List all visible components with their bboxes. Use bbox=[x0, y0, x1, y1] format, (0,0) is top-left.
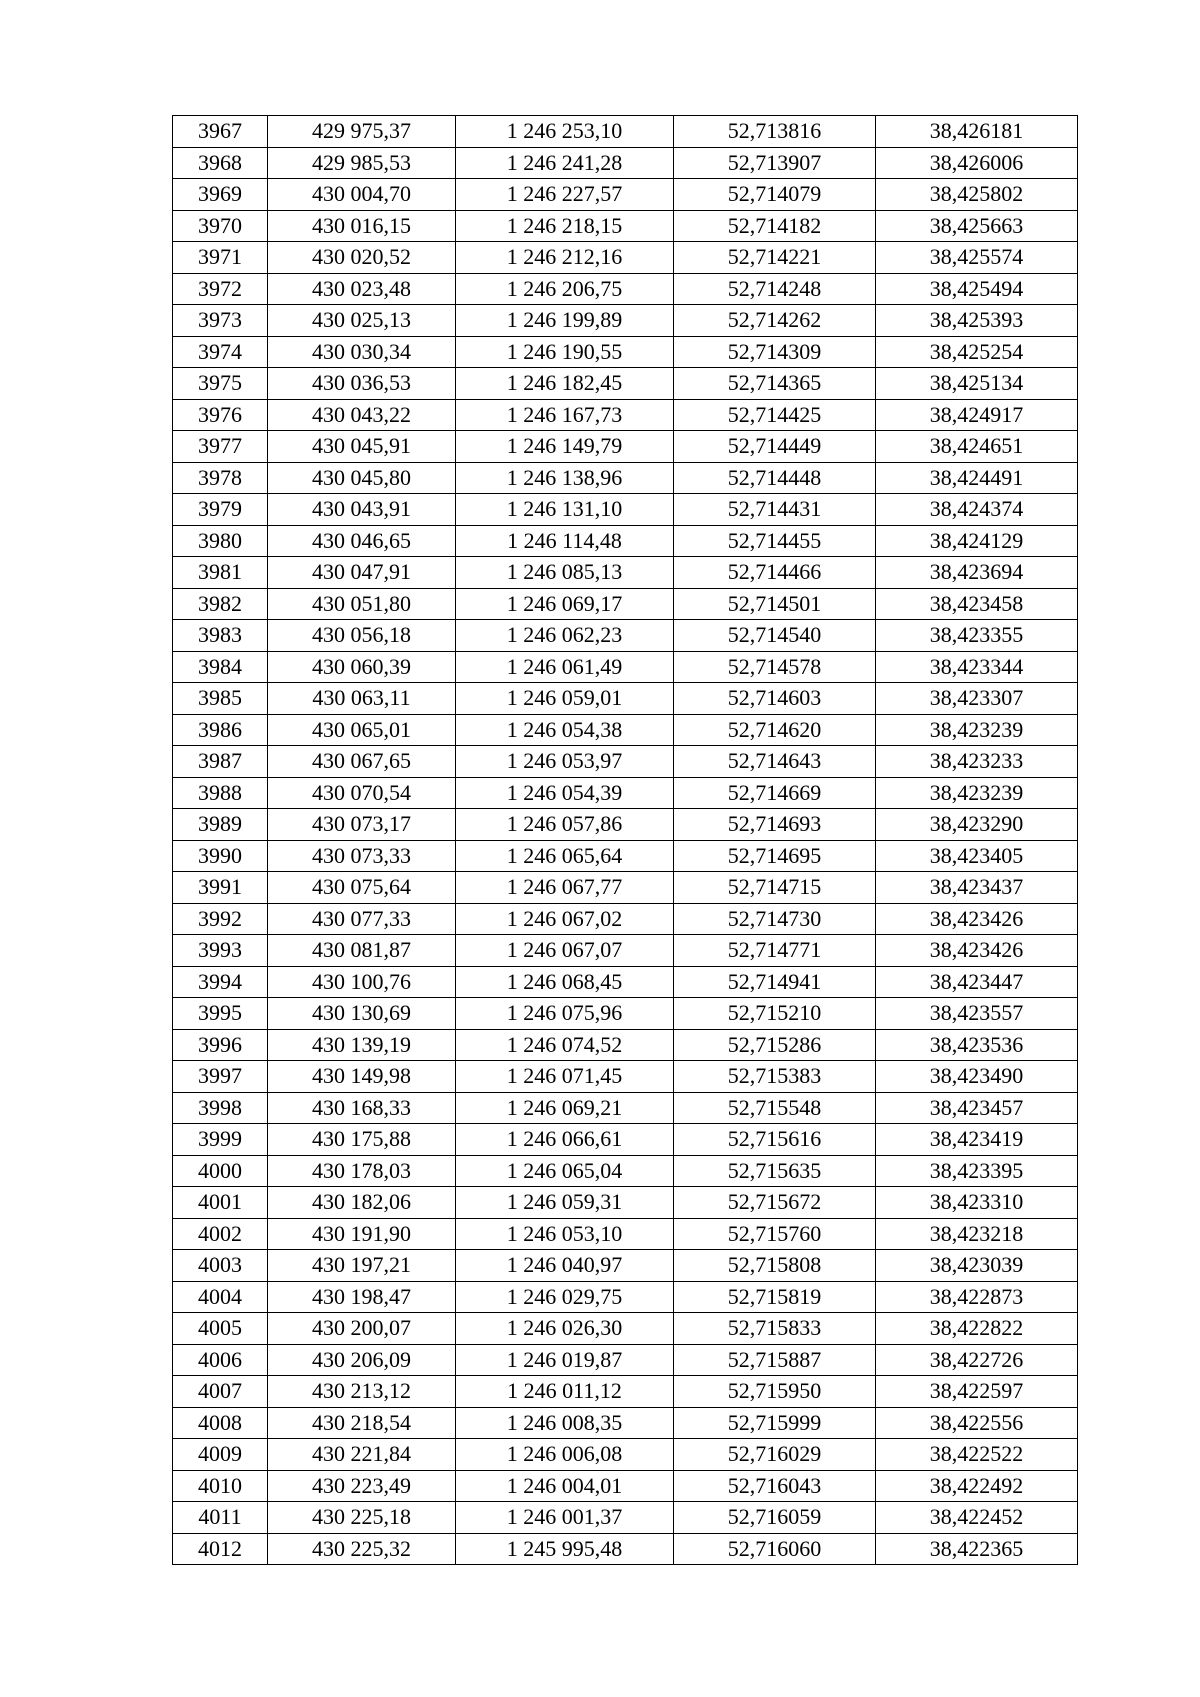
y-coordinate-cell: 1 245 995,48 bbox=[456, 1533, 674, 1565]
table-row bbox=[173, 1218, 1078, 1250]
latitude-cell: 52,713816 bbox=[674, 116, 876, 148]
table-row bbox=[173, 305, 1078, 337]
point-number-cell: 3996 bbox=[173, 1029, 268, 1061]
x-coordinate-cell: 430 046,65 bbox=[268, 525, 456, 557]
point-number-cell: 4008 bbox=[173, 1407, 268, 1439]
longitude-cell: 38,422452 bbox=[876, 1502, 1078, 1534]
latitude-cell: 52,714715 bbox=[674, 872, 876, 904]
point-number-cell: 3968 bbox=[173, 147, 268, 179]
x-coordinate-cell: 430 051,80 bbox=[268, 588, 456, 620]
latitude-cell: 52,714643 bbox=[674, 746, 876, 778]
latitude-cell: 52,716043 bbox=[674, 1470, 876, 1502]
y-coordinate-cell: 1 246 071,45 bbox=[456, 1061, 674, 1093]
longitude-cell: 38,423457 bbox=[876, 1092, 1078, 1124]
longitude-cell: 38,422556 bbox=[876, 1407, 1078, 1439]
longitude-cell: 38,423239 bbox=[876, 714, 1078, 746]
latitude-cell: 52,715819 bbox=[674, 1281, 876, 1313]
latitude-cell: 52,715672 bbox=[674, 1187, 876, 1219]
longitude-cell: 38,424651 bbox=[876, 431, 1078, 463]
latitude-cell: 52,714449 bbox=[674, 431, 876, 463]
latitude-cell: 52,714578 bbox=[674, 651, 876, 683]
point-number-cell: 3969 bbox=[173, 179, 268, 211]
y-coordinate-cell: 1 246 065,64 bbox=[456, 840, 674, 872]
latitude-cell: 52,714079 bbox=[674, 179, 876, 211]
y-coordinate-cell: 1 246 131,10 bbox=[456, 494, 674, 526]
latitude-cell: 52,715950 bbox=[674, 1376, 876, 1408]
latitude-cell: 52,714501 bbox=[674, 588, 876, 620]
table-row bbox=[173, 242, 1078, 274]
longitude-cell: 38,425494 bbox=[876, 273, 1078, 305]
latitude-cell: 52,716029 bbox=[674, 1439, 876, 1471]
point-number-cell: 3977 bbox=[173, 431, 268, 463]
table-row bbox=[173, 557, 1078, 589]
table-row bbox=[173, 903, 1078, 935]
y-coordinate-cell: 1 246 206,75 bbox=[456, 273, 674, 305]
x-coordinate-cell: 430 225,32 bbox=[268, 1533, 456, 1565]
table-row bbox=[173, 1502, 1078, 1534]
point-number-cell: 4009 bbox=[173, 1439, 268, 1471]
longitude-cell: 38,423447 bbox=[876, 966, 1078, 998]
point-number-cell: 4006 bbox=[173, 1344, 268, 1376]
x-coordinate-cell: 430 016,15 bbox=[268, 210, 456, 242]
latitude-cell: 52,714466 bbox=[674, 557, 876, 589]
point-number-cell: 3982 bbox=[173, 588, 268, 620]
longitude-cell: 38,423218 bbox=[876, 1218, 1078, 1250]
latitude-cell: 52,715286 bbox=[674, 1029, 876, 1061]
longitude-cell: 38,423405 bbox=[876, 840, 1078, 872]
x-coordinate-cell: 430 075,64 bbox=[268, 872, 456, 904]
y-coordinate-cell: 1 246 067,77 bbox=[456, 872, 674, 904]
longitude-cell: 38,422822 bbox=[876, 1313, 1078, 1345]
x-coordinate-cell: 430 178,03 bbox=[268, 1155, 456, 1187]
y-coordinate-cell: 1 246 190,55 bbox=[456, 336, 674, 368]
latitude-cell: 52,714448 bbox=[674, 462, 876, 494]
latitude-cell: 52,714221 bbox=[674, 242, 876, 274]
x-coordinate-cell: 430 043,22 bbox=[268, 399, 456, 431]
x-coordinate-cell: 430 065,01 bbox=[268, 714, 456, 746]
latitude-cell: 52,714365 bbox=[674, 368, 876, 400]
y-coordinate-cell: 1 246 019,87 bbox=[456, 1344, 674, 1376]
latitude-cell: 52,714309 bbox=[674, 336, 876, 368]
table-row bbox=[173, 179, 1078, 211]
table-row bbox=[173, 1155, 1078, 1187]
longitude-cell: 38,424491 bbox=[876, 462, 1078, 494]
point-number-cell: 3972 bbox=[173, 273, 268, 305]
latitude-cell: 52,713907 bbox=[674, 147, 876, 179]
y-coordinate-cell: 1 246 069,21 bbox=[456, 1092, 674, 1124]
point-number-cell: 4001 bbox=[173, 1187, 268, 1219]
y-coordinate-cell: 1 246 053,10 bbox=[456, 1218, 674, 1250]
latitude-cell: 52,714669 bbox=[674, 777, 876, 809]
x-coordinate-cell: 429 975,37 bbox=[268, 116, 456, 148]
point-number-cell: 3989 bbox=[173, 809, 268, 841]
longitude-cell: 38,425254 bbox=[876, 336, 1078, 368]
y-coordinate-cell: 1 246 114,48 bbox=[456, 525, 674, 557]
point-number-cell: 3976 bbox=[173, 399, 268, 431]
point-number-cell: 4004 bbox=[173, 1281, 268, 1313]
longitude-cell: 38,425574 bbox=[876, 242, 1078, 274]
x-coordinate-cell: 430 168,33 bbox=[268, 1092, 456, 1124]
x-coordinate-cell: 430 182,06 bbox=[268, 1187, 456, 1219]
table-row bbox=[173, 1092, 1078, 1124]
table-row bbox=[173, 809, 1078, 841]
x-coordinate-cell: 430 223,49 bbox=[268, 1470, 456, 1502]
x-coordinate-cell: 430 073,17 bbox=[268, 809, 456, 841]
x-coordinate-cell: 430 198,47 bbox=[268, 1281, 456, 1313]
point-number-cell: 4011 bbox=[173, 1502, 268, 1534]
table-row bbox=[173, 494, 1078, 526]
longitude-cell: 38,423694 bbox=[876, 557, 1078, 589]
y-coordinate-cell: 1 246 067,07 bbox=[456, 935, 674, 967]
x-coordinate-cell: 430 045,80 bbox=[268, 462, 456, 494]
table-row bbox=[173, 620, 1078, 652]
x-coordinate-cell: 430 067,65 bbox=[268, 746, 456, 778]
x-coordinate-cell: 430 025,13 bbox=[268, 305, 456, 337]
point-number-cell: 3970 bbox=[173, 210, 268, 242]
x-coordinate-cell: 430 030,34 bbox=[268, 336, 456, 368]
point-number-cell: 3987 bbox=[173, 746, 268, 778]
latitude-cell: 52,715635 bbox=[674, 1155, 876, 1187]
latitude-cell: 52,714771 bbox=[674, 935, 876, 967]
table-row bbox=[173, 1439, 1078, 1471]
x-coordinate-cell: 430 225,18 bbox=[268, 1502, 456, 1534]
table-row bbox=[173, 336, 1078, 368]
longitude-cell: 38,423557 bbox=[876, 998, 1078, 1030]
latitude-cell: 52,715760 bbox=[674, 1218, 876, 1250]
point-number-cell: 3984 bbox=[173, 651, 268, 683]
latitude-cell: 52,714730 bbox=[674, 903, 876, 935]
x-coordinate-cell: 430 100,76 bbox=[268, 966, 456, 998]
longitude-cell: 38,425802 bbox=[876, 179, 1078, 211]
point-number-cell: 3999 bbox=[173, 1124, 268, 1156]
longitude-cell: 38,423437 bbox=[876, 872, 1078, 904]
table-row bbox=[173, 651, 1078, 683]
longitude-cell: 38,423395 bbox=[876, 1155, 1078, 1187]
coordinates-table bbox=[172, 115, 1078, 1565]
point-number-cell: 3974 bbox=[173, 336, 268, 368]
longitude-cell: 38,423290 bbox=[876, 809, 1078, 841]
x-coordinate-cell: 430 020,52 bbox=[268, 242, 456, 274]
y-coordinate-cell: 1 246 218,15 bbox=[456, 210, 674, 242]
latitude-cell: 52,714540 bbox=[674, 620, 876, 652]
latitude-cell: 52,714262 bbox=[674, 305, 876, 337]
longitude-cell: 38,425393 bbox=[876, 305, 1078, 337]
longitude-cell: 38,424374 bbox=[876, 494, 1078, 526]
latitude-cell: 52,714941 bbox=[674, 966, 876, 998]
x-coordinate-cell: 430 043,91 bbox=[268, 494, 456, 526]
y-coordinate-cell: 1 246 061,49 bbox=[456, 651, 674, 683]
latitude-cell: 52,714248 bbox=[674, 273, 876, 305]
longitude-cell: 38,423039 bbox=[876, 1250, 1078, 1282]
y-coordinate-cell: 1 246 182,45 bbox=[456, 368, 674, 400]
longitude-cell: 38,422522 bbox=[876, 1439, 1078, 1471]
x-coordinate-cell: 430 206,09 bbox=[268, 1344, 456, 1376]
longitude-cell: 38,423233 bbox=[876, 746, 1078, 778]
table-row bbox=[173, 273, 1078, 305]
longitude-cell: 38,423536 bbox=[876, 1029, 1078, 1061]
table-row bbox=[173, 210, 1078, 242]
point-number-cell: 3993 bbox=[173, 935, 268, 967]
latitude-cell: 52,716059 bbox=[674, 1502, 876, 1534]
x-coordinate-cell: 430 175,88 bbox=[268, 1124, 456, 1156]
table-row bbox=[173, 840, 1078, 872]
x-coordinate-cell: 430 139,19 bbox=[268, 1029, 456, 1061]
x-coordinate-cell: 430 200,07 bbox=[268, 1313, 456, 1345]
table-row bbox=[173, 1313, 1078, 1345]
longitude-cell: 38,423310 bbox=[876, 1187, 1078, 1219]
longitude-cell: 38,424917 bbox=[876, 399, 1078, 431]
x-coordinate-cell: 430 218,54 bbox=[268, 1407, 456, 1439]
table-row bbox=[173, 998, 1078, 1030]
point-number-cell: 4002 bbox=[173, 1218, 268, 1250]
table-row bbox=[173, 399, 1078, 431]
y-coordinate-cell: 1 246 053,97 bbox=[456, 746, 674, 778]
longitude-cell: 38,425134 bbox=[876, 368, 1078, 400]
latitude-cell: 52,715548 bbox=[674, 1092, 876, 1124]
y-coordinate-cell: 1 246 167,73 bbox=[456, 399, 674, 431]
point-number-cell: 3988 bbox=[173, 777, 268, 809]
latitude-cell: 52,714695 bbox=[674, 840, 876, 872]
y-coordinate-cell: 1 246 212,16 bbox=[456, 242, 674, 274]
x-coordinate-cell: 430 023,48 bbox=[268, 273, 456, 305]
table-row bbox=[173, 1344, 1078, 1376]
y-coordinate-cell: 1 246 059,01 bbox=[456, 683, 674, 715]
x-coordinate-cell: 429 985,53 bbox=[268, 147, 456, 179]
table-row bbox=[173, 1187, 1078, 1219]
y-coordinate-cell: 1 246 199,89 bbox=[456, 305, 674, 337]
point-number-cell: 3992 bbox=[173, 903, 268, 935]
y-coordinate-cell: 1 246 085,13 bbox=[456, 557, 674, 589]
point-number-cell: 3980 bbox=[173, 525, 268, 557]
latitude-cell: 52,715887 bbox=[674, 1344, 876, 1376]
point-number-cell: 3983 bbox=[173, 620, 268, 652]
longitude-cell: 38,423426 bbox=[876, 935, 1078, 967]
y-coordinate-cell: 1 246 062,23 bbox=[456, 620, 674, 652]
point-number-cell: 3979 bbox=[173, 494, 268, 526]
x-coordinate-cell: 430 045,91 bbox=[268, 431, 456, 463]
point-number-cell: 3973 bbox=[173, 305, 268, 337]
table-row bbox=[173, 1470, 1078, 1502]
latitude-cell: 52,714455 bbox=[674, 525, 876, 557]
latitude-cell: 52,715808 bbox=[674, 1250, 876, 1282]
point-number-cell: 3981 bbox=[173, 557, 268, 589]
table-row bbox=[173, 147, 1078, 179]
point-number-cell: 3991 bbox=[173, 872, 268, 904]
longitude-cell: 38,424129 bbox=[876, 525, 1078, 557]
y-coordinate-cell: 1 246 029,75 bbox=[456, 1281, 674, 1313]
x-coordinate-cell: 430 130,69 bbox=[268, 998, 456, 1030]
y-coordinate-cell: 1 246 004,01 bbox=[456, 1470, 674, 1502]
table-row bbox=[173, 1250, 1078, 1282]
x-coordinate-cell: 430 036,53 bbox=[268, 368, 456, 400]
table-row bbox=[173, 1061, 1078, 1093]
point-number-cell: 4005 bbox=[173, 1313, 268, 1345]
table-row bbox=[173, 1281, 1078, 1313]
y-coordinate-cell: 1 246 069,17 bbox=[456, 588, 674, 620]
latitude-cell: 52,714693 bbox=[674, 809, 876, 841]
y-coordinate-cell: 1 246 138,96 bbox=[456, 462, 674, 494]
y-coordinate-cell: 1 246 227,57 bbox=[456, 179, 674, 211]
table-row bbox=[173, 462, 1078, 494]
y-coordinate-cell: 1 246 075,96 bbox=[456, 998, 674, 1030]
y-coordinate-cell: 1 246 074,52 bbox=[456, 1029, 674, 1061]
table-row bbox=[173, 1533, 1078, 1565]
x-coordinate-cell: 430 081,87 bbox=[268, 935, 456, 967]
y-coordinate-cell: 1 246 001,37 bbox=[456, 1502, 674, 1534]
table-row bbox=[173, 777, 1078, 809]
y-coordinate-cell: 1 246 149,79 bbox=[456, 431, 674, 463]
longitude-cell: 38,423307 bbox=[876, 683, 1078, 715]
point-number-cell: 3995 bbox=[173, 998, 268, 1030]
y-coordinate-cell: 1 246 066,61 bbox=[456, 1124, 674, 1156]
longitude-cell: 38,422873 bbox=[876, 1281, 1078, 1313]
table-row bbox=[173, 525, 1078, 557]
x-coordinate-cell: 430 221,84 bbox=[268, 1439, 456, 1471]
table-row bbox=[173, 1407, 1078, 1439]
longitude-cell: 38,423419 bbox=[876, 1124, 1078, 1156]
point-number-cell: 3997 bbox=[173, 1061, 268, 1093]
table-row bbox=[173, 116, 1078, 148]
x-coordinate-cell: 430 070,54 bbox=[268, 777, 456, 809]
table-row bbox=[173, 1029, 1078, 1061]
point-number-cell: 4000 bbox=[173, 1155, 268, 1187]
longitude-cell: 38,423344 bbox=[876, 651, 1078, 683]
latitude-cell: 52,714620 bbox=[674, 714, 876, 746]
table-row bbox=[173, 368, 1078, 400]
x-coordinate-cell: 430 063,11 bbox=[268, 683, 456, 715]
point-number-cell: 3971 bbox=[173, 242, 268, 274]
point-number-cell: 4010 bbox=[173, 1470, 268, 1502]
table-row bbox=[173, 966, 1078, 998]
x-coordinate-cell: 430 197,21 bbox=[268, 1250, 456, 1282]
y-coordinate-cell: 1 246 057,86 bbox=[456, 809, 674, 841]
point-number-cell: 3967 bbox=[173, 116, 268, 148]
x-coordinate-cell: 430 056,18 bbox=[268, 620, 456, 652]
latitude-cell: 52,714182 bbox=[674, 210, 876, 242]
longitude-cell: 38,425663 bbox=[876, 210, 1078, 242]
point-number-cell: 3986 bbox=[173, 714, 268, 746]
point-number-cell: 3985 bbox=[173, 683, 268, 715]
longitude-cell: 38,423239 bbox=[876, 777, 1078, 809]
y-coordinate-cell: 1 246 059,31 bbox=[456, 1187, 674, 1219]
point-number-cell: 3978 bbox=[173, 462, 268, 494]
longitude-cell: 38,422492 bbox=[876, 1470, 1078, 1502]
coordinates-table-body bbox=[173, 116, 1078, 1565]
longitude-cell: 38,426181 bbox=[876, 116, 1078, 148]
latitude-cell: 52,715616 bbox=[674, 1124, 876, 1156]
y-coordinate-cell: 1 246 054,38 bbox=[456, 714, 674, 746]
table-row bbox=[173, 431, 1078, 463]
y-coordinate-cell: 1 246 068,45 bbox=[456, 966, 674, 998]
table-row bbox=[173, 872, 1078, 904]
y-coordinate-cell: 1 246 065,04 bbox=[456, 1155, 674, 1187]
y-coordinate-cell: 1 246 011,12 bbox=[456, 1376, 674, 1408]
latitude-cell: 52,715833 bbox=[674, 1313, 876, 1345]
x-coordinate-cell: 430 073,33 bbox=[268, 840, 456, 872]
table-row bbox=[173, 935, 1078, 967]
x-coordinate-cell: 430 077,33 bbox=[268, 903, 456, 935]
y-coordinate-cell: 1 246 253,10 bbox=[456, 116, 674, 148]
y-coordinate-cell: 1 246 008,35 bbox=[456, 1407, 674, 1439]
y-coordinate-cell: 1 246 067,02 bbox=[456, 903, 674, 935]
longitude-cell: 38,426006 bbox=[876, 147, 1078, 179]
table-row bbox=[173, 714, 1078, 746]
longitude-cell: 38,422726 bbox=[876, 1344, 1078, 1376]
latitude-cell: 52,714431 bbox=[674, 494, 876, 526]
x-coordinate-cell: 430 047,91 bbox=[268, 557, 456, 589]
y-coordinate-cell: 1 246 040,97 bbox=[456, 1250, 674, 1282]
longitude-cell: 38,423355 bbox=[876, 620, 1078, 652]
x-coordinate-cell: 430 149,98 bbox=[268, 1061, 456, 1093]
longitude-cell: 38,423458 bbox=[876, 588, 1078, 620]
table-row bbox=[173, 1124, 1078, 1156]
longitude-cell: 38,423426 bbox=[876, 903, 1078, 935]
latitude-cell: 52,715210 bbox=[674, 998, 876, 1030]
longitude-cell: 38,422597 bbox=[876, 1376, 1078, 1408]
y-coordinate-cell: 1 246 054,39 bbox=[456, 777, 674, 809]
latitude-cell: 52,715999 bbox=[674, 1407, 876, 1439]
table-row bbox=[173, 588, 1078, 620]
point-number-cell: 3998 bbox=[173, 1092, 268, 1124]
longitude-cell: 38,423490 bbox=[876, 1061, 1078, 1093]
y-coordinate-cell: 1 246 026,30 bbox=[456, 1313, 674, 1345]
latitude-cell: 52,714425 bbox=[674, 399, 876, 431]
point-number-cell: 3990 bbox=[173, 840, 268, 872]
y-coordinate-cell: 1 246 006,08 bbox=[456, 1439, 674, 1471]
latitude-cell: 52,714603 bbox=[674, 683, 876, 715]
point-number-cell: 4003 bbox=[173, 1250, 268, 1282]
table-row bbox=[173, 746, 1078, 778]
point-number-cell: 4007 bbox=[173, 1376, 268, 1408]
table-row bbox=[173, 683, 1078, 715]
latitude-cell: 52,716060 bbox=[674, 1533, 876, 1565]
point-number-cell: 4012 bbox=[173, 1533, 268, 1565]
x-coordinate-cell: 430 191,90 bbox=[268, 1218, 456, 1250]
x-coordinate-cell: 430 004,70 bbox=[268, 179, 456, 211]
point-number-cell: 3975 bbox=[173, 368, 268, 400]
point-number-cell: 3994 bbox=[173, 966, 268, 998]
x-coordinate-cell: 430 213,12 bbox=[268, 1376, 456, 1408]
x-coordinate-cell: 430 060,39 bbox=[268, 651, 456, 683]
longitude-cell: 38,422365 bbox=[876, 1533, 1078, 1565]
table-row bbox=[173, 1376, 1078, 1408]
y-coordinate-cell: 1 246 241,28 bbox=[456, 147, 674, 179]
latitude-cell: 52,715383 bbox=[674, 1061, 876, 1093]
